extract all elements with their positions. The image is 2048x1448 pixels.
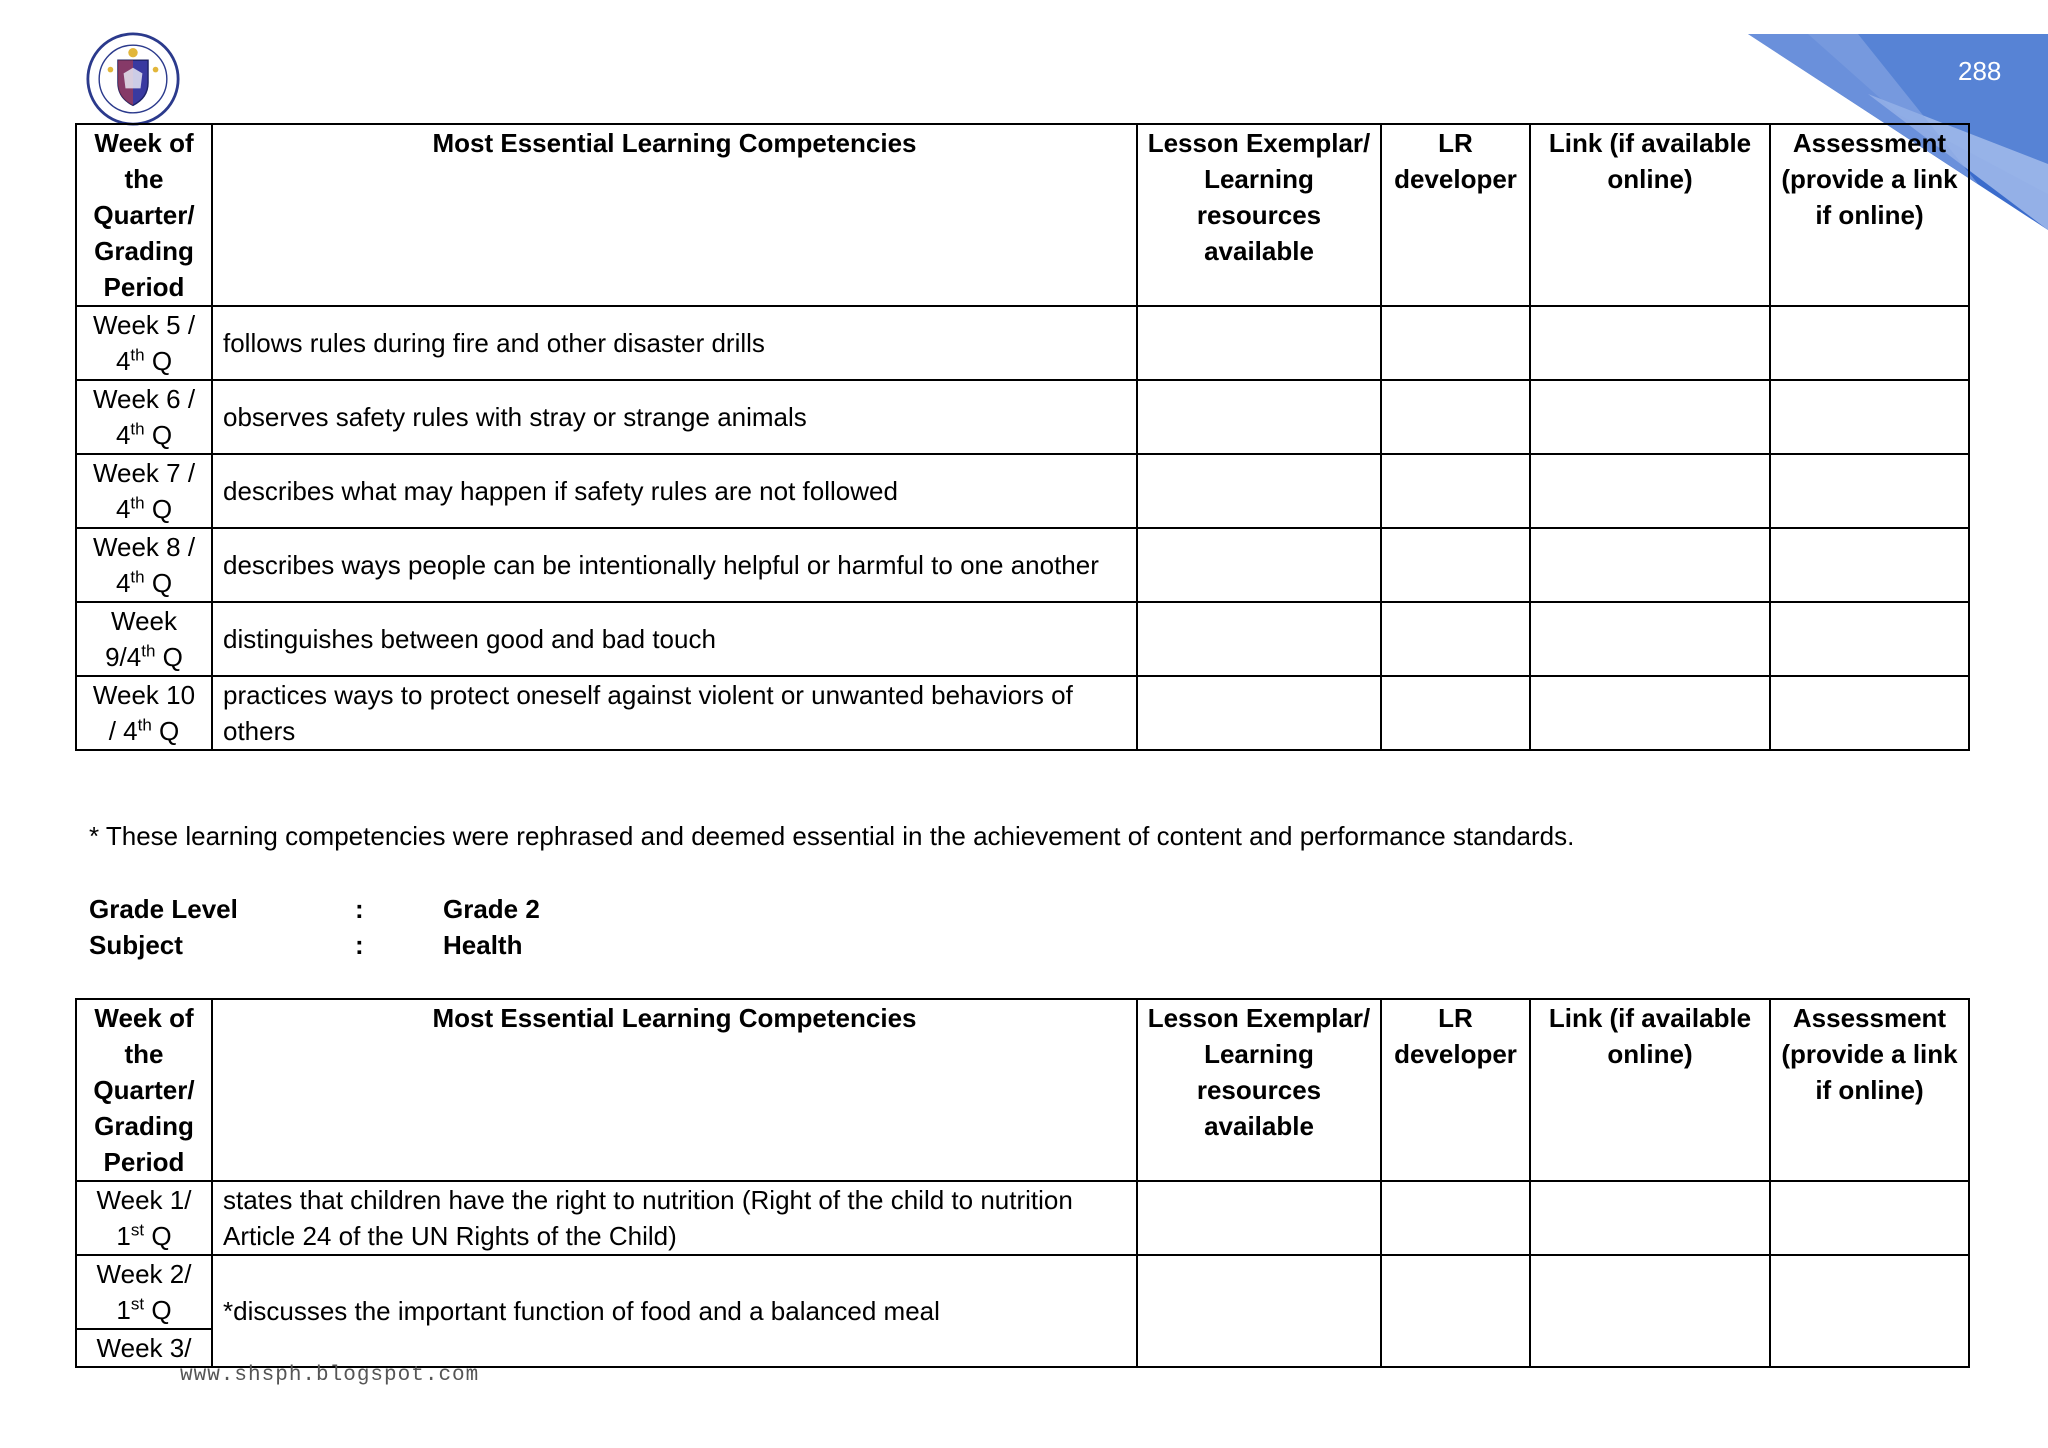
week-cell: Week 7 / 4th Q [76,454,212,528]
empty-cell [1770,676,1969,750]
table-header-row [76,124,1969,306]
empty-cell [1137,676,1381,750]
empty-cell [1770,454,1969,528]
footnote: * These learning competencies were rephrased and deemed essential in the achievement of content and performance standards. [89,821,1575,851]
grade-level-label: Grade Level [89,894,238,924]
empty-cell [1770,602,1969,676]
competency-cell: distinguishes between good and bad touch [212,602,1137,676]
empty-cell [1381,1255,1530,1367]
week-cell: Week 1/ 1st Q [76,1181,212,1255]
competency-cell: observes safety rules with stray or strange animals [212,380,1137,454]
page-number: 288 [1958,56,2002,86]
empty-cell [1137,1255,1381,1367]
header-lr-developer: LR developer [1381,999,1530,1181]
empty-cell [1530,1255,1770,1367]
empty-cell [1137,602,1381,676]
empty-cell [1530,1181,1770,1255]
week-cell: Week 9/4th Q [76,602,212,676]
header-lesson-exemplar: Lesson Exemplar/ Learning resources available [1137,999,1381,1181]
empty-cell [1770,1181,1969,1255]
competency-cell: describes ways people can be intentionally helpful or harmful to one another [212,528,1137,602]
empty-cell [1137,1181,1381,1255]
competency-cell: *discusses the important function of food and a balanced meal [212,1255,1137,1367]
empty-cell [1530,528,1770,602]
week-cell: Week 10 / 4th Q [76,676,212,750]
week-cell: Week 2/ 1st Q [76,1255,212,1329]
empty-cell [1770,380,1969,454]
header-link: Link (if available online) [1530,999,1770,1181]
empty-cell [1381,454,1530,528]
deped-seal-icon [86,32,180,126]
empty-cell [1530,676,1770,750]
empty-cell [1770,1255,1969,1367]
grade-level-value: Grade 2 [443,894,540,924]
week-cell: Week 5 / 4th Q [76,306,212,380]
header-lesson-exemplar: Lesson Exemplar/ Learning resources available [1137,124,1381,306]
week-cell: Week 3/ [76,1329,212,1367]
competency-cell: describes what may happen if safety rules are not followed [212,454,1137,528]
empty-cell [1381,1181,1530,1255]
empty-cell [1530,306,1770,380]
empty-cell [1137,528,1381,602]
table-row [76,1255,1969,1329]
empty-cell [1530,602,1770,676]
competency-cell: follows rules during fire and other disaster drills [212,306,1137,380]
header-melc: Most Essential Learning Competencies [212,999,1137,1181]
empty-cell [1137,306,1381,380]
header-link: Link (if available online) [1530,124,1770,306]
empty-cell [1381,676,1530,750]
table-row [76,528,1969,602]
subject-label: Subject [89,930,183,960]
header-assessment: Assessment (provide a link if online) [1770,124,1969,306]
empty-cell [1530,380,1770,454]
table-row [76,676,1969,750]
table-header-row [76,999,1969,1181]
header-week: Week of the Quarter/ Grading Period [76,999,212,1181]
empty-cell [1381,528,1530,602]
competency-cell: practices ways to protect oneself against violent or unwanted behaviors of others [212,676,1137,750]
empty-cell [1381,306,1530,380]
header-lr-developer: LR developer [1381,124,1530,306]
header-melc: Most Essential Learning Competencies [212,124,1137,306]
competencies-table [75,123,1970,751]
table-row [76,380,1969,454]
empty-cell [1770,306,1969,380]
colon: : [355,930,364,960]
empty-cell [1770,528,1969,602]
footer-url: www.shsph.blogspot.com [180,1364,480,1387]
colon: : [355,894,364,924]
empty-cell [1137,454,1381,528]
table-row [76,454,1969,528]
table-row [76,1181,1969,1255]
table-row [76,602,1969,676]
week-cell: Week 8 / 4th Q [76,528,212,602]
empty-cell [1530,454,1770,528]
table-row [76,306,1969,380]
header-week: Week of the Quarter/ Grading Period [76,124,212,306]
empty-cell [1381,602,1530,676]
header-assessment: Assessment (provide a link if online) [1770,999,1969,1181]
empty-cell [1381,380,1530,454]
week-cell: Week 6 / 4th Q [76,380,212,454]
empty-cell [1137,380,1381,454]
subject-value: Health [443,930,523,960]
competencies-table-grade2-health [75,998,1970,1368]
competency-cell: states that children have the right to nutrition (Right of the child to nutrition Article 24 of the UN Rights of the Child) [212,1181,1137,1255]
